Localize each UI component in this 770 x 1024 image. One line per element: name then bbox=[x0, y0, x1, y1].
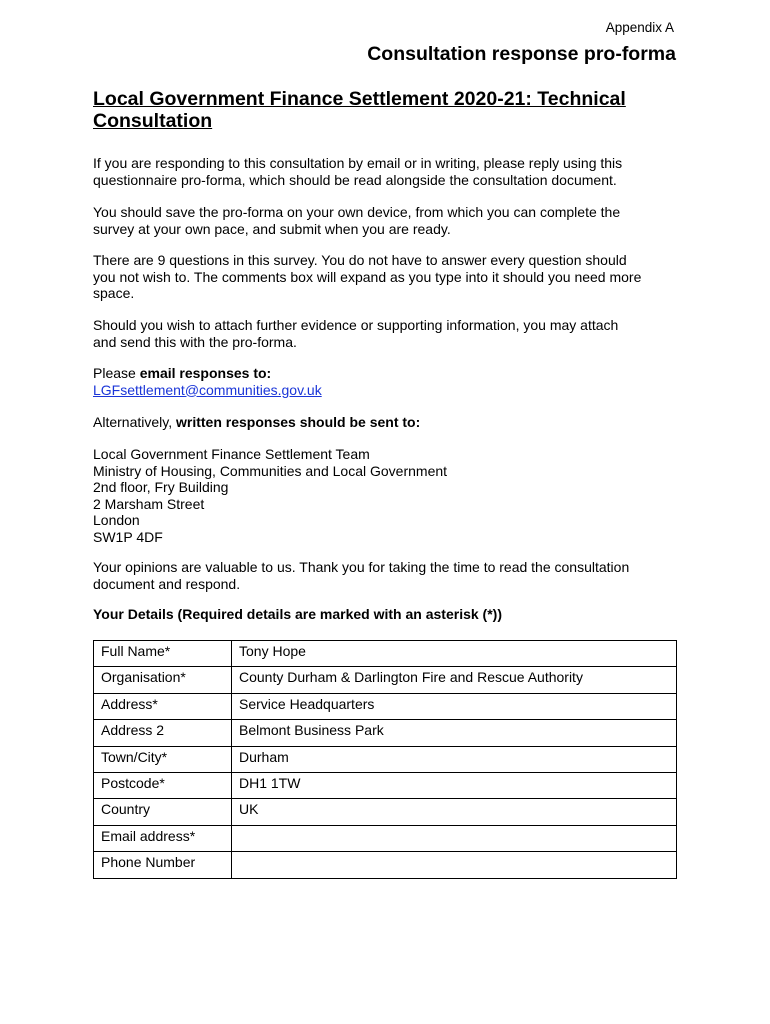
table-row bbox=[94, 852, 677, 878]
intro-paragraph-4 bbox=[93, 317, 693, 350]
text-line: space. bbox=[93, 285, 135, 301]
field-label: Address* bbox=[94, 693, 232, 719]
text-line: There are 9 questions in this survey. You do not have to answer every question should bbox=[93, 252, 627, 268]
text-line: You should save the pro-forma on your own device, from which you can complete the bbox=[93, 204, 621, 220]
page-title bbox=[93, 88, 693, 132]
organisation-field[interactable]: County Durham & Darlington Fire and Rescue Authority bbox=[232, 667, 677, 693]
address-line: 2 Marsham Street bbox=[93, 495, 205, 512]
field-label: Full Name* bbox=[94, 641, 232, 667]
email-address-field[interactable] bbox=[232, 825, 677, 851]
postal-address bbox=[93, 446, 693, 545]
country-field[interactable]: UK bbox=[232, 799, 677, 825]
address-line: Local Government Finance Settlement Team bbox=[93, 446, 370, 462]
field-label: Email address* bbox=[94, 825, 232, 851]
text-line: Your opinions are valuable to us. Thank you for taking the time to read the consultation bbox=[93, 559, 630, 575]
field-label: Country bbox=[94, 799, 232, 825]
written-instructions bbox=[93, 414, 693, 431]
address-field[interactable]: Service Headquarters bbox=[232, 693, 677, 719]
details-table bbox=[93, 640, 677, 879]
table-row bbox=[94, 693, 677, 719]
text-line: If you are responding to this consultation by email or in writing, please reply using this bbox=[93, 155, 623, 171]
table-row bbox=[94, 746, 677, 772]
written-prefix: Alternatively, bbox=[93, 414, 176, 430]
intro-paragraph-3 bbox=[93, 252, 693, 302]
field-label: Town/City* bbox=[94, 746, 232, 772]
text-line: Should you wish to attach further evidence or supporting information, you may attach bbox=[93, 317, 619, 333]
postcode-field[interactable]: DH1 1TW bbox=[232, 772, 677, 798]
address-2-field[interactable]: Belmont Business Park bbox=[232, 720, 677, 746]
address-line: London bbox=[93, 512, 140, 528]
text-line: survey at your own pace, and submit when you are ready. bbox=[93, 220, 451, 237]
table-row bbox=[94, 799, 677, 825]
phone-number-field[interactable] bbox=[232, 852, 677, 878]
field-label: Address 2 bbox=[94, 720, 232, 746]
title-line-1: Local Government Finance Settlement 2020-21: Technical bbox=[93, 88, 626, 110]
written-bold-text: written responses should be sent to: bbox=[176, 414, 421, 430]
town-city-field[interactable]: Durham bbox=[232, 746, 677, 772]
text-line: and send this with the pro-forma. bbox=[93, 333, 297, 350]
field-label: Phone Number bbox=[94, 852, 232, 878]
text-line: you not wish to. The comments box will expand as you type into it should you need more bbox=[93, 268, 642, 285]
table-row bbox=[94, 825, 677, 851]
details-heading: Your Details (Required details are marked with an asterisk (*)) bbox=[93, 606, 502, 622]
appendix-label: Appendix A bbox=[605, 20, 674, 35]
address-line: Ministry of Housing, Communities and Local Government bbox=[93, 462, 448, 479]
email-instruction-line bbox=[93, 365, 693, 382]
table-row bbox=[94, 641, 677, 667]
table-row bbox=[94, 667, 677, 693]
intro-paragraph-2 bbox=[93, 204, 693, 237]
text-line: document and respond. bbox=[93, 575, 241, 592]
closing-paragraph bbox=[93, 559, 693, 592]
text-line: questionnaire pro-forma, which should be read alongside the consultation document. bbox=[93, 171, 617, 188]
title-line-2: Consultation bbox=[93, 110, 213, 132]
full-name-field[interactable]: Tony Hope bbox=[232, 641, 677, 667]
proforma-title: Consultation response pro-forma bbox=[367, 43, 676, 65]
address-line: SW1P 4DF bbox=[93, 528, 163, 545]
email-instructions bbox=[93, 365, 693, 398]
field-label: Postcode* bbox=[94, 772, 232, 798]
address-line: 2nd floor, Fry Building bbox=[93, 479, 229, 495]
email-link[interactable]: LGFsettlement@communities.gov.uk bbox=[93, 381, 322, 398]
table-row bbox=[94, 720, 677, 746]
email-bold-text: email responses to: bbox=[139, 365, 272, 381]
field-label: Organisation* bbox=[94, 667, 232, 693]
table-row bbox=[94, 772, 677, 798]
email-prefix: Please bbox=[93, 365, 140, 381]
intro-paragraph-1 bbox=[93, 155, 693, 188]
